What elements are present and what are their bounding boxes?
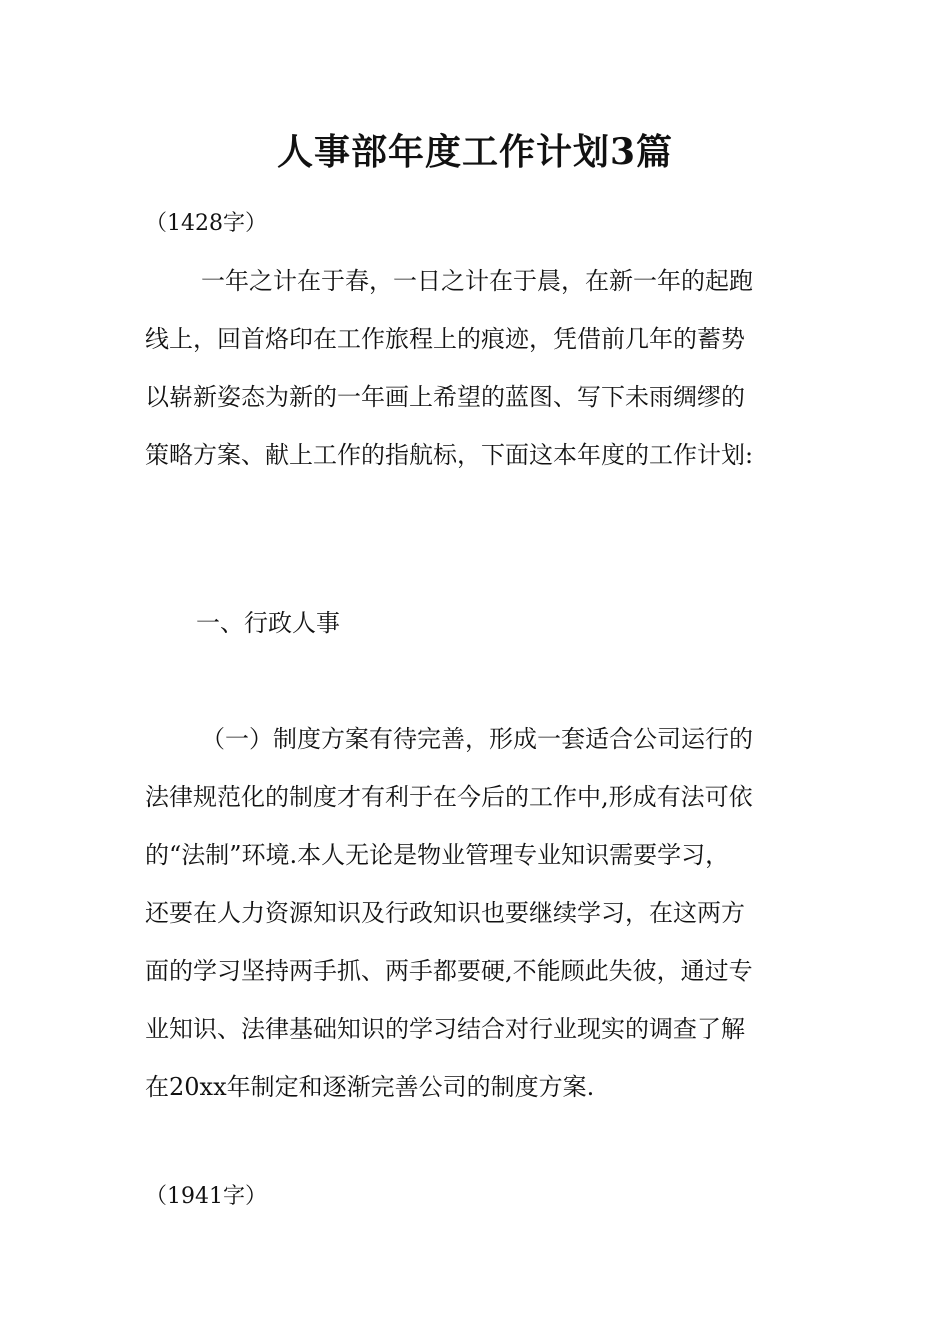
intro-line: 策略方案、献上工作的指航标，下面这本年度的工作计划: — [145, 441, 754, 469]
word-count-1: （1428字） — [145, 211, 267, 236]
section-line: 的“法制”环境.本人无论是物业管理专业知识需要学习， — [145, 841, 730, 869]
section-line: （一）制度方案有待完善，形成一套适合公司运行的 — [201, 725, 753, 753]
document-title: 人事部年度工作计划3篇 — [276, 131, 674, 173]
intro-line: 线上，回首烙印在工作旅程上的痕迹，凭借前几年的蓄势 — [145, 325, 745, 353]
section-line: 业知识、法律基础知识的学习结合对行业现实的调查了解 — [145, 1015, 745, 1043]
section-paragraph — [145, 710, 805, 1116]
intro-line: 以崭新姿态为新的一年画上希望的蓝图、写下未雨绸缪的 — [145, 383, 745, 411]
section-line: 在20xx年制定和逐渐完善公司的制度方案. — [145, 1073, 595, 1101]
section-line: 还要在人力资源知识及行政知识也要继续学习，在这两方 — [145, 899, 745, 927]
section-line: 法律规范化的制度才有利于在今后的工作中,形成有法可依 — [145, 783, 753, 811]
intro-line: 一年之计在于春，一日之计在于晨，在新一年的起跑 — [201, 267, 753, 295]
section-line: 面的学习坚持两手抓、两手都要硬,不能顾此失彼，通过专 — [145, 957, 753, 985]
intro-paragraph — [145, 252, 805, 484]
section-heading: 一、行政人事 — [196, 609, 340, 637]
word-count-2: （1941字） — [145, 1184, 267, 1209]
